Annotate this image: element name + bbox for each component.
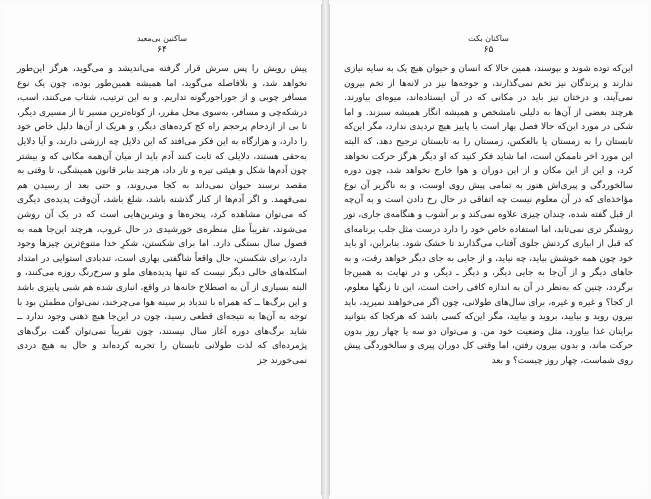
book-gutter — [322, 0, 329, 499]
left-page — [3, 4, 322, 495]
page-number: ۶۵ — [483, 45, 494, 55]
page-body-text — [17, 62, 307, 368]
page-number: ۶۴ — [157, 45, 167, 55]
body-paragraph: این‌که توده شوند و بپوسند، همین حالا که انسان و حیوان هیچ یک به سایه نیازی ندارند و پرندگان نیز تخم نمی‌گذارند، و جوجه‌ها نیز در لانه‌ها از تخم بیرون نمی‌آیند، و درختان نیز باید در مکانی که در آن ایستاده‌اند، میوه‌ای بیاورند. هرچند بعضی از آن‌ها به دلیلی نامشخص و همیشه انگار همیشه سبزند. و اما شکی در مورد این‌که حالا فصل بهار است یا پاییز هیچ تردیدی ندارد، مگر این‌که تابستان را به زمستان یا بالعکس، زمستان را به تابستان ترجیح دهد، که البته این مورد اخر ناممکن است، اما شاید فکر کنید که او دیگر هرگز حرکت نخواهد کرد، و این از این مکان و از این دوران و هوا خارج نخواهد شد، چون دوره سالخوردگی و پیری‌اش هنوز به تمامی پیش روی اوست، و به ناگزیر آن نوع مؤاخذه‌ای که در آن معلوم نیست چه اتفاقی در حال رخ دادن است و به آن‌چه از قبل گفته شده، چندان چیزی علاوه نمی‌کند و بر آشوب و هنگامه‌ی جاری، تور روشنگر تری نمی‌تابد، اما استفاده خاص خود را دارد درست مثل جلب برنامه‌ای که قبل از ابیاری کردنش جلوی آفتاب می‌گذارند تا خشک شود. بنابراین، او باید خود چون همه خوشش بیاید، چه نیاید، و از جایی به جای دیگر خواهد رفت، و به جاهای دیگر و از آن‌جا به جایی دیگر، و دیگر ـ دیگر، و در نهایت به همین‌جا برگردد، چنین که به‌نظر در آن به اندازه کافی راحت است، این تا زنگها معلوم، از کجا؟ و غیره و غیره، برای سال‌های طولانی، چون اگر می‌خواهند نمیرید، باید بیرون روید و بیایید، بروید و بیایید، مگر این‌که کسی باشد که هرکجا که بتوانید برایتان غذا بیاورد، مثل وضعیت خود من. و می‌توان دو سه یا چهار روز بدون حرکت ماند، و بدون بیرون رفتن، اما وقتی کل دوران پیری و سالخوردگی پیش روی شماست، چهار روز چیست؟ و بعد — [344, 64, 633, 366]
running-head: ساکنین بی‌معبد — [136, 34, 188, 43]
page-body-text — [344, 62, 633, 368]
right-page — [329, 4, 647, 495]
body-paragraph: پیش رویش را پس سرش قرار گرفته می‌اندیشد و می‌گوید، هرگز این‌طور نخواهد شد، و بلافاصله می‌گوید، اما همیشه همین‌طور بوده، چون یک نوع مسافر چوبی و از جوراجورگونه تداریم. و به این ترتیب، شتاب می‌کنند، اسب، درشکه‌چی و مسافر، به‌سوی محل مقرر، از کوتاه‌ترین مسیر تا از مسیری دیگر، تا بی از ازدحام پرحجم راه کج کرده‌های دیگر، و هریک از آن‌ها دلیل خاص خود را دارد، و هزارگاه به این فکر می‌افتد که این دلایل چه ارزشی دارند، و آیا دلایل به‌حقی هستند، دلایلی که ثابت کنند آدم باید از میان آن‌همه مکانی که و بیشتر چون آدم‌ها شکل و هیئتی تیره و تار داد، هرچند بنابر قانون همیشگی، تا وقتی به مقصد نرسند حیوان نمی‌داند به کجا می‌روند، و حتی بعد از رسیدن هم نمی‌فهمد. و اگر آدم‌ها از کنار گذشته باشد، شلغ باشد، آن‌وقت پدیده‌ی دیگری که می‌توان مشاهده کرد، پنجره‌ها و ویترین‌هایی است که در یک آن روشن می‌شوند، تقریباً مثل منظره‌ی خورشیدی در حال غروب، هرچند این‌جا همه به فصول سال بستگی دارد. اما برای شکستن، شکرِ خدا متنوع‌ترین چیزها وجود دارد، برای شکستن، حال واقعاً شاگفتی بهاری است، تندبادی استوایی در امتداد اسکله‌های خالی دیگر نیست که تنها پدیده‌های ملو و سرخ‌رنگ روزه می‌کنند، و البته بسیاری از آن به اصطلاح خانه‌ها در واقع، انباری شده هم شبی پاییزی باشد و این برگ‌ها ــ که همراه با تندباد بر سینه هوا می‌چرخند، نمی‌توان مطمئن بود با توجه به آن‌ها به نتیجه‌ای قطعی رسید، چون در این‌جا هیچ ذهنی وجود ندارد ــ شاید برگ‌های دوره آغاز سال نیستند، چون تقریباً نمی‌توان گفت برگ‌های پژمرده‌ای که لذت طولانی تابستان را تجربه کرده‌اند و حال به هیچ دردی نمی‌خورند جز — [17, 64, 307, 366]
running-head: ساکنان بکت — [468, 34, 509, 43]
